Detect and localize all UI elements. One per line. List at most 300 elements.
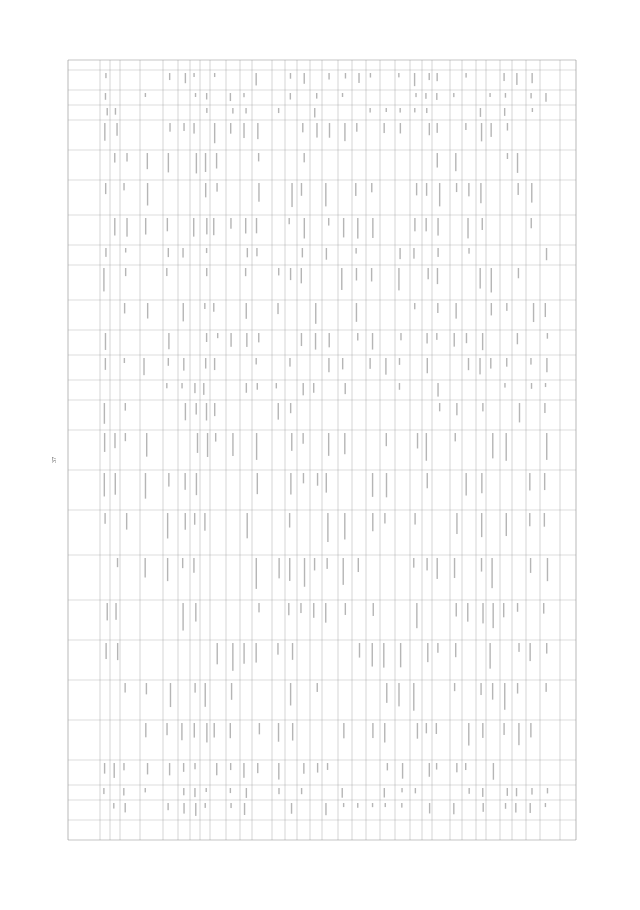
cell-text-mark [544, 513, 545, 527]
cell-text-mark [436, 723, 437, 734]
cell-text-mark [291, 433, 292, 451]
cell-text-mark [414, 218, 415, 231]
cell-text-mark [257, 383, 258, 390]
cell-text-mark [343, 558, 344, 585]
cell-text-mark [356, 123, 357, 132]
cell-text-mark [301, 788, 302, 794]
cell-text-mark [482, 603, 483, 623]
cell-text-mark [213, 218, 214, 235]
cell-text-mark [503, 603, 504, 617]
cell-text-mark [124, 303, 125, 313]
cell-text-mark [342, 358, 343, 369]
cell-text-mark [468, 248, 469, 254]
cell-text-mark [491, 558, 492, 588]
cell-text-mark [215, 433, 216, 442]
cell-text-mark [125, 248, 126, 253]
cell-text-mark [204, 513, 205, 531]
cell-text-mark [468, 788, 469, 794]
cell-text-mark [289, 358, 290, 367]
cell-text-mark [125, 403, 126, 411]
cell-text-mark [516, 788, 517, 796]
cell-text-mark [517, 603, 518, 612]
cell-text-mark [124, 358, 125, 363]
cell-text-mark [398, 683, 399, 706]
cell-text-mark [288, 603, 289, 615]
cell-text-mark [357, 803, 358, 808]
cell-text-mark [489, 93, 490, 97]
cell-text-mark [203, 383, 204, 395]
cell-text-mark [329, 123, 330, 138]
cell-text-mark [168, 358, 169, 366]
cell-text-mark [467, 218, 468, 238]
cell-text-mark [300, 603, 301, 613]
cell-text-mark [547, 558, 548, 581]
cell-text-mark [465, 123, 466, 130]
cell-text-mark [529, 803, 530, 813]
cell-text-mark [168, 153, 169, 172]
cell-text-mark [216, 183, 217, 192]
cell-text-mark [482, 788, 483, 797]
cell-text-mark [124, 683, 125, 693]
cell-text-mark [213, 303, 214, 312]
cell-text-mark [507, 123, 508, 131]
cell-text-mark [543, 603, 544, 614]
cell-text-mark [414, 108, 415, 112]
cell-text-mark [105, 248, 106, 257]
cell-text-mark [468, 183, 469, 196]
cell-text-mark [290, 473, 291, 495]
cell-text-mark [532, 108, 533, 112]
cell-text-mark [206, 723, 207, 742]
cell-text-mark [289, 558, 290, 581]
cell-text-mark [545, 93, 546, 102]
cell-text-mark [126, 153, 127, 162]
cell-text-mark [243, 763, 244, 778]
cell-text-mark [345, 383, 346, 394]
cell-text-mark [414, 513, 415, 525]
cell-text-mark [317, 473, 318, 486]
cell-text-mark [425, 218, 426, 231]
cell-text-mark [400, 123, 401, 133]
cell-text-mark [427, 358, 428, 373]
cell-text-mark [290, 73, 291, 79]
cell-text-mark [181, 383, 182, 388]
cell-text-mark [343, 218, 344, 237]
cell-text-mark [489, 643, 490, 669]
cell-text-mark [123, 763, 124, 770]
cell-text-mark [344, 433, 345, 454]
cell-text-mark [456, 403, 457, 415]
cell-text-mark [326, 473, 327, 493]
cell-text-mark [183, 358, 184, 371]
cell-text-mark [196, 403, 197, 415]
cell-text-mark [302, 248, 303, 257]
page-number: 37 [52, 457, 58, 463]
cell-text-mark [413, 248, 414, 259]
cell-text-mark [278, 763, 279, 780]
cell-text-mark [114, 763, 115, 778]
cell-text-mark [372, 473, 373, 497]
cell-text-mark [417, 723, 418, 739]
cell-text-mark [103, 788, 104, 794]
cell-text-mark [342, 93, 343, 97]
cell-text-mark [425, 93, 426, 99]
cell-text-mark [168, 333, 169, 349]
cell-text-mark [436, 73, 437, 81]
cell-text-mark [196, 153, 197, 173]
cell-text-mark [245, 218, 246, 233]
cell-text-mark [183, 788, 184, 795]
cell-text-mark [398, 73, 399, 77]
cell-text-mark [290, 268, 291, 280]
cell-text-mark [384, 513, 385, 523]
cell-text-mark [490, 358, 491, 369]
cell-text-mark [503, 723, 504, 735]
cell-text-mark [194, 683, 195, 693]
cell-text-mark [436, 93, 437, 100]
cell-text-mark [436, 333, 437, 340]
cell-text-mark [214, 723, 215, 738]
cell-text-mark [207, 433, 208, 457]
cell-text-mark [372, 803, 373, 807]
cell-text-mark [429, 763, 430, 777]
cell-text-mark [104, 403, 105, 424]
cell-text-mark [167, 803, 168, 810]
cell-text-mark [147, 183, 148, 206]
cell-text-mark [304, 218, 305, 238]
cell-text-mark [427, 643, 428, 662]
cell-text-mark [170, 683, 171, 707]
cell-text-mark [104, 433, 105, 452]
cell-text-mark [369, 108, 370, 113]
cell-text-mark [206, 108, 207, 113]
cell-text-mark [359, 643, 360, 658]
cell-text-mark [194, 763, 195, 769]
cell-text-mark [245, 108, 246, 113]
cell-text-mark [517, 153, 518, 173]
cell-text-mark [105, 93, 106, 100]
cell-text-mark [126, 513, 127, 530]
cell-text-mark [185, 513, 186, 530]
cell-text-mark [531, 183, 532, 203]
cell-text-mark [230, 723, 231, 738]
cell-text-mark [358, 558, 359, 572]
cell-text-mark [182, 603, 183, 631]
cell-text-mark [507, 153, 508, 159]
cell-text-mark [491, 268, 492, 292]
cell-text-mark [196, 473, 197, 495]
cell-text-mark [303, 153, 304, 162]
cell-text-mark [387, 763, 388, 770]
cell-text-mark [385, 803, 386, 807]
cell-text-mark [482, 403, 483, 411]
cell-text-mark [314, 558, 315, 570]
cell-text-mark [290, 683, 291, 706]
cell-text-mark [255, 73, 256, 85]
cell-text-mark [454, 333, 455, 347]
cell-text-mark [257, 473, 258, 494]
cell-text-mark [356, 303, 357, 322]
cell-text-mark [506, 303, 507, 311]
cell-text-mark [505, 803, 506, 809]
cell-text-mark [506, 433, 507, 461]
cell-text-mark [169, 123, 170, 132]
cell-text-mark [429, 73, 430, 80]
cell-text-mark [214, 358, 215, 370]
cell-text-mark [115, 603, 116, 620]
cell-text-mark [529, 643, 530, 661]
cell-text-mark [518, 268, 519, 278]
cell-text-mark [455, 153, 456, 171]
cell-text-mark [385, 358, 386, 375]
cell-text-mark [456, 763, 457, 772]
cell-text-mark [369, 358, 370, 369]
cell-text-mark [507, 788, 508, 796]
cell-text-mark [355, 248, 356, 254]
cell-text-mark [325, 183, 326, 206]
cell-text-mark [479, 358, 480, 374]
cell-text-mark [439, 183, 440, 206]
cell-text-mark [194, 788, 195, 797]
cell-text-mark [504, 683, 505, 710]
cell-text-mark [313, 603, 314, 618]
cell-text-mark [437, 123, 438, 133]
cell-text-mark [243, 93, 244, 97]
cell-text-mark [107, 108, 108, 115]
cell-text-mark [104, 763, 105, 774]
cell-text-mark [206, 93, 207, 99]
cell-text-mark [291, 183, 292, 207]
cell-text-mark [398, 268, 399, 290]
cell-text-mark [453, 803, 454, 814]
cell-text-mark [243, 643, 244, 664]
cell-text-mark [481, 558, 482, 572]
cell-text-mark [384, 788, 385, 797]
cell-text-mark [185, 403, 186, 420]
cell-text-mark [492, 433, 493, 458]
cell-text-mark [436, 763, 437, 770]
cell-text-mark [256, 558, 257, 589]
cell-text-mark [343, 803, 344, 807]
cell-text-mark [544, 473, 545, 490]
cell-text-mark [195, 93, 196, 97]
cell-text-mark [214, 403, 215, 416]
cell-text-mark [328, 218, 329, 226]
cell-text-mark [168, 248, 169, 257]
cell-text-mark [230, 763, 231, 770]
cell-text-mark [358, 73, 359, 83]
cell-text-mark [480, 108, 481, 117]
cell-text-mark [401, 788, 402, 792]
cell-text-mark [166, 723, 167, 735]
cell-text-mark [341, 268, 342, 290]
cell-text-mark [455, 643, 456, 657]
cell-text-mark [278, 788, 279, 794]
cell-text-mark [183, 763, 184, 772]
cell-text-mark [302, 433, 303, 444]
cell-text-mark [481, 123, 482, 141]
cell-text-mark [183, 123, 184, 131]
cell-text-mark [181, 723, 182, 740]
cell-text-mark [345, 73, 346, 79]
cell-text-mark [482, 803, 483, 812]
cell-text-mark [545, 803, 546, 807]
cell-text-mark [246, 513, 247, 538]
cell-text-mark [315, 303, 316, 324]
cell-text-mark [217, 643, 218, 664]
cell-text-mark [413, 683, 414, 711]
cell-text-mark [230, 803, 231, 808]
cell-text-mark [205, 803, 206, 808]
cell-text-mark [277, 643, 278, 655]
cell-text-mark [301, 333, 302, 346]
cell-text-mark [482, 218, 483, 230]
cell-text-mark [278, 723, 279, 742]
cell-text-mark [546, 358, 547, 372]
cell-text-mark [344, 513, 345, 539]
cell-text-mark [103, 268, 104, 291]
cell-text-mark [290, 93, 291, 100]
cell-text-mark [465, 473, 466, 496]
cell-text-mark [383, 643, 384, 668]
cell-text-mark [247, 248, 248, 257]
cell-text-mark [304, 558, 305, 587]
cell-text-mark [145, 218, 146, 235]
cell-text-mark [105, 643, 106, 659]
cell-text-mark [107, 603, 108, 620]
cell-text-mark [217, 333, 218, 338]
cell-text-mark [468, 358, 469, 370]
cell-text-mark [147, 763, 148, 774]
cell-text-mark [246, 333, 247, 347]
cell-text-mark [468, 723, 469, 746]
cell-text-mark [414, 73, 415, 86]
cell-text-mark [292, 643, 293, 660]
cell-text-mark [427, 473, 428, 488]
cell-text-mark [454, 558, 455, 578]
cell-text-mark [304, 73, 305, 84]
cell-text-mark [357, 333, 358, 341]
cell-text-mark [504, 108, 505, 116]
cell-text-mark [289, 513, 290, 528]
cell-text-mark [482, 333, 483, 350]
cell-text-mark [301, 268, 302, 283]
cell-text-mark [531, 788, 532, 795]
cell-text-mark [256, 218, 257, 233]
cell-text-mark [303, 473, 304, 483]
cell-text-mark [232, 433, 233, 456]
cell-text-mark [325, 803, 326, 815]
cell-text-mark [182, 248, 183, 258]
cell-text-mark [205, 683, 206, 707]
cell-text-mark [115, 473, 116, 495]
cell-text-mark [105, 333, 106, 350]
cell-text-mark [437, 303, 438, 313]
cell-text-mark [276, 383, 277, 388]
cell-text-mark [167, 513, 168, 538]
cell-text-mark [147, 303, 148, 319]
cell-text-mark [342, 788, 343, 798]
cell-text-mark [533, 303, 534, 322]
cell-text-mark [182, 558, 183, 568]
cell-text-mark [278, 108, 279, 113]
cell-text-mark [115, 108, 116, 115]
cell-text-mark [531, 383, 532, 389]
cell-text-mark [356, 268, 357, 280]
cell-text-mark [371, 183, 372, 192]
cell-text-mark [104, 473, 105, 496]
cell-text-mark [104, 123, 105, 141]
cell-text-mark [255, 643, 256, 663]
cell-text-mark [245, 268, 246, 276]
cell-text-mark [386, 473, 387, 497]
cell-text-mark [206, 333, 207, 342]
cell-text-mark [453, 93, 454, 97]
cell-text-mark [145, 93, 146, 97]
cell-text-mark [113, 803, 114, 809]
cell-text-mark [143, 358, 144, 375]
cell-text-mark [416, 183, 417, 195]
cell-text-mark [214, 73, 215, 77]
cell-text-mark [206, 218, 207, 234]
cell-text-mark [105, 183, 106, 194]
cell-text-mark [246, 788, 247, 798]
cell-text-mark [372, 723, 373, 738]
cell-text-mark [214, 123, 215, 143]
cell-text-mark [529, 473, 530, 490]
cell-text-mark [193, 218, 194, 237]
cell-text-mark [517, 333, 518, 344]
cell-text-mark [231, 683, 232, 700]
cell-text-mark [328, 358, 329, 372]
cell-text-mark [278, 403, 279, 420]
cell-text-mark [288, 218, 289, 224]
cell-text-mark [303, 383, 304, 395]
cell-text-mark [195, 603, 196, 622]
cell-text-mark [166, 268, 167, 276]
cell-text-mark [503, 73, 504, 81]
cell-text-mark [492, 683, 493, 700]
cell-text-mark [343, 723, 344, 738]
cell-text-mark [326, 248, 327, 260]
cell-text-mark [125, 433, 126, 441]
cell-text-mark [327, 513, 328, 542]
cell-text-mark [167, 558, 168, 581]
cell-text-mark [480, 683, 481, 695]
cell-text-mark [169, 73, 170, 80]
cell-text-mark [517, 183, 518, 195]
cell-text-mark [232, 108, 233, 114]
cell-text-mark [401, 803, 402, 808]
cell-text-mark [314, 108, 315, 117]
cell-text-mark [415, 93, 416, 97]
cell-text-mark [290, 403, 291, 413]
cell-text-mark [370, 73, 371, 78]
cell-text-mark [480, 183, 481, 203]
cell-text-mark [146, 433, 147, 457]
cell-text-mark [515, 803, 516, 813]
cell-text-mark [232, 643, 233, 671]
cell-text-mark [529, 513, 530, 526]
cell-text-mark [518, 723, 519, 745]
cell-text-mark [230, 123, 231, 134]
cell-text-mark [505, 93, 506, 98]
cell-text-mark [328, 73, 329, 80]
cell-text-mark [491, 303, 492, 315]
cell-text-mark [413, 558, 414, 568]
cell-text-mark [193, 123, 194, 134]
cell-text-mark [185, 73, 186, 83]
